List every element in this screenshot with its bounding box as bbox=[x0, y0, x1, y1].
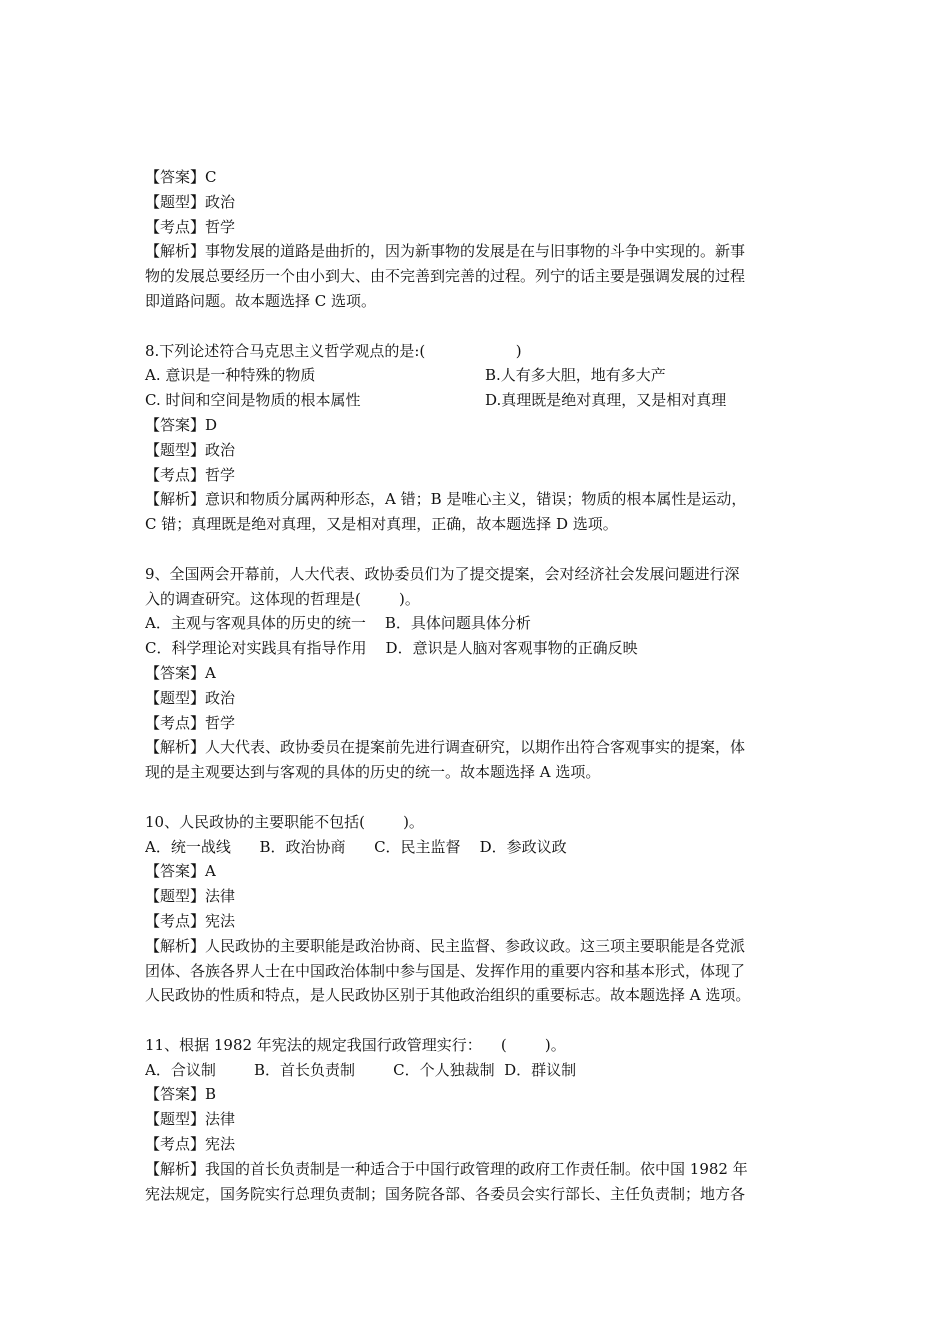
q8-options-row-1 bbox=[145, 363, 810, 388]
spacer bbox=[145, 537, 810, 562]
q11-analysis-line: 【解析】我国的首长负责制是一种适合于中国行政管理的政府工作责任制。依中国 1982 年 bbox=[145, 1159, 748, 1178]
spacer bbox=[145, 1008, 810, 1033]
q7-analysis-line: 物的发展总要经历一个由小到大、由不完善到完善的过程。列宁的话主要是强调发展的过程 bbox=[145, 267, 746, 286]
q9-type: 【题型】政治 bbox=[145, 688, 236, 707]
q9-options-row-1: A．主观与客观具体的历史的统一 B．具体问题具体分析 bbox=[145, 614, 531, 633]
q7-analysis-line: 【解析】事物发展的道路是曲折的，因为新事物的发展是在与旧事物的斗争中实现的。新事 bbox=[145, 242, 746, 261]
document-page bbox=[145, 165, 810, 1206]
q10-analysis-line: 人民政协的性质和特点，是人民政协区别于其他政治组织的重要标志。故本题选择 A 选项。 bbox=[145, 986, 751, 1005]
q8-analysis-line: C 错；真理既是绝对真理，又是相对真理，正确，故本题选择 D 选项。 bbox=[145, 515, 618, 534]
spacer bbox=[145, 314, 810, 339]
q9-options-row-2: C．科学理论对实践具有指导作用 D．意识是人脑对客观事物的正确反映 bbox=[145, 639, 638, 658]
q11-type: 【题型】法律 bbox=[145, 1110, 236, 1129]
q11-point: 【考点】宪法 bbox=[145, 1135, 236, 1154]
q7-type: 【题型】政治 bbox=[145, 192, 236, 211]
q7-point: 【考点】哲学 bbox=[145, 217, 236, 236]
q7-answer: 【答案】C bbox=[145, 168, 217, 186]
q9-analysis-line: 【解析】人大代表、政协委员在提案前先进行调查研究，以期作出符合客观事实的提案，体 bbox=[145, 738, 746, 757]
q8-answer: 【答案】D bbox=[145, 415, 218, 434]
q10-answer: 【答案】A bbox=[145, 862, 216, 881]
q8-option-a: A. 意识是一种特殊的物质 bbox=[145, 366, 316, 385]
q8-analysis-line: 【解析】意识和物质分属两种形态，A 错；B 是唯心主义，错误；物质的根本属性是运动， bbox=[145, 490, 747, 509]
q11-question: 11、根据 1982 年宪法的规定我国行政管理实行： ( )。 bbox=[145, 1035, 566, 1054]
q11-options: A．合议制 B．首长负责制 C．个人独裁制 D．群议制 bbox=[145, 1060, 577, 1079]
spacer bbox=[145, 785, 810, 810]
q10-type: 【题型】法律 bbox=[145, 887, 236, 906]
q8-option-b: B.人有多大胆，地有多大产 bbox=[485, 366, 666, 385]
q10-analysis-line: 团体、各族各界人士在中国政治体制中参与国是、发挥作用的重要内容和基本形式，体现了 bbox=[145, 961, 746, 980]
q8-question: 8.下列论述符合马克思主义哲学观点的是:( ) bbox=[145, 341, 522, 360]
q10-point: 【考点】宪法 bbox=[145, 911, 236, 930]
q8-option-d: D.真理既是绝对真理，又是相对真理 bbox=[485, 391, 727, 410]
q11-analysis-line: 宪法规定，国务院实行总理负责制；国务院各部、各委员会实行部长、主任负责制；地方各 bbox=[145, 1184, 746, 1203]
q9-question-line: 9、全国两会开幕前，人大代表、政协委员们为了提交提案，会对经济社会发展问题进行深 bbox=[145, 564, 740, 583]
q8-options-row-2 bbox=[145, 388, 810, 413]
q9-point: 【考点】哲学 bbox=[145, 713, 236, 732]
q10-options: A．统一战线 B．政治协商 C．民主监督 D．参政议政 bbox=[145, 837, 567, 856]
q9-analysis-line: 现的是主观要达到与客观的具体的历史的统一。故本题选择 A 选项。 bbox=[145, 763, 601, 782]
q9-answer: 【答案】A bbox=[145, 663, 216, 682]
q10-analysis-line: 【解析】人民政协的主要职能是政治协商、民主监督、参政议政。这三项主要职能是各党派 bbox=[145, 936, 746, 955]
q10-question: 10、人民政协的主要职能不包括( )。 bbox=[145, 812, 424, 831]
q8-option-c: C. 时间和空间是物质的根本属性 bbox=[145, 391, 361, 410]
q7-analysis-line: 即道路问题。故本题选择 C 选项。 bbox=[145, 291, 377, 310]
q8-type: 【题型】政治 bbox=[145, 440, 236, 459]
q11-answer: 【答案】B bbox=[145, 1085, 217, 1104]
q9-question-line: 入的调查研究。这体现的哲理是( )。 bbox=[145, 589, 420, 608]
q8-point: 【考点】哲学 bbox=[145, 465, 236, 484]
